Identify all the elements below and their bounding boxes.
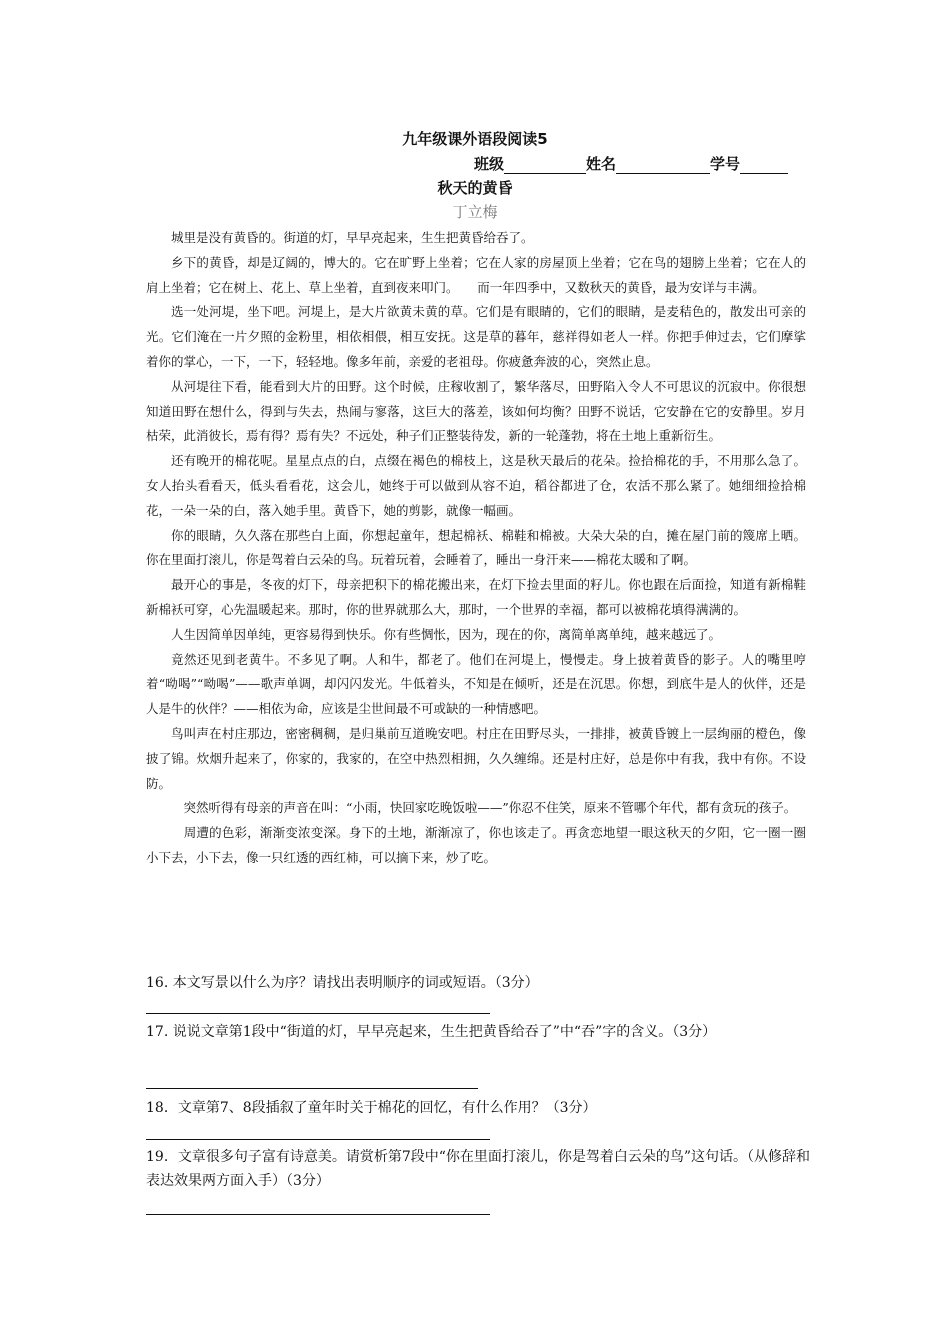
id-label: 学号 [710,155,741,173]
student-info-line [474,153,788,174]
name-blank[interactable] [616,157,710,174]
answer-line-19[interactable] [146,1214,490,1215]
question-16: 16. 本文写景以什么为序？请找出表明顺序的词或短语。（3分） [146,975,539,991]
paragraph: 最开心的事是，冬夜的灯下，母亲把积下的棉花搬出来，在灯下捡去里面的籽儿。你也跟在后面捡，知道有新棉鞋新棉袄可穿，心先温暖起来。那时，你的世界就那么大，那时，一个世界的幸福，都可以被棉花填得满满的。 [146,577,806,617]
paragraph: 选一处河堤，坐下吧。河堤上，是大片欲黄未黄的草。它们是有眼睛的，它们的眼睛，是麦秸色的，散发出可亲的光。它们淹在一片夕照的金粉里，相依相偎，相互安抚。这是草的暮年，慈祥得如老人一样。你把手伸过去，它们摩挲着你的掌心，一下，一下，轻轻地。像多年前，亲爱的老祖母。你疲惫奔波的心，突然止息。 [146,304,806,369]
answer-line-16[interactable] [146,1013,490,1014]
id-blank[interactable] [740,157,788,174]
class-blank[interactable] [504,157,586,174]
question-17: 17. 说说文章第1段中“街道的灯，早早亮起来，生生把黄昏给吞了”中“吞”字的含义。（3分） [146,1024,717,1040]
question-18: 18．文章第7、8段插叙了童年时关于棉花的回忆，有什么作用？（3分） [146,1100,597,1116]
paragraph: 周遭的色彩，渐渐变浓变深。身下的土地，渐渐凉了，你也该走了。再贪恋地望一眼这秋天的夕阳，它一圈一圈小下去，小下去，像一只红透的西红柿，可以摘下来，炒了吃。 [146,825,806,865]
paragraph: 城里是没有黄昏的。街道的灯，早早亮起来，生生把黄昏给吞了。 [171,230,534,245]
paragraph: 鸟叫声在村庄那边，密密稠稠，是归巢前互道晚安吧。村庄在田野尽头，一排排，被黄昏镀上一层绚丽的橙色，像披了锦。炊烟升起来了，你家的，我家的，在空中热烈相拥，久久缠绵。还是村庄好，总是你中有我，我中有你。不设防。 [146,725,806,791]
question-19: 19．文章很多句子富有诗意美。请赏析第7段中“你在里面打滚儿，你是驾着白云朵的鸟”这句话。（从修辞和表达效果两方面入手）（3分） [146,1149,811,1189]
paragraph: 还有晚开的棉花呢。星星点点的白，点缀在褐色的棉枝上，这是秋天最后的花朵。捡拾棉花的手，不用那么急了。女人抬头看看天，低头看看花，这会儿，她终于可以做到从容不迫，稻谷都进了仓，农活不那么紧了。她细细捡拾棉花，一朵一朵的白，落入她手里。黄昏下，她的剪影，就像一幅画。 [146,453,806,518]
paragraph: 从河堤往下看，能看到大片的田野。这个时候，庄稼收割了，繁华落尽，田野陷入令人不可思议的沉寂中。你很想知道田野在想什么，得到与失去，热闹与寥落，这巨大的落差，该如何均衡？田野不说话，它安静在它的安静里。岁月枯荣，此消彼长，焉有得？焉有失？不远处，种子们正整装待发，新的一轮蓬勃，将在土地上重新衍生。 [146,378,806,444]
class-label: 班级 [474,155,505,173]
article-body [146,226,806,871]
article-title: 秋天的黄昏 [437,179,513,197]
paragraph: 乡下的黄昏，却是辽阔的，博大的。它在旷野上坐着；它在人家的房屋顶上坐着；它在鸟的翅膀上坐着；它在人的肩上坐着；它在树上、花上、草上坐着，直到夜来叩门。 而一年四季中，又数秋天的黄昏，最为安详与丰满。 [146,254,806,295]
paragraph: 竟然还见到老黄牛。不多见了啊。人和牛，都老了。他们在河堤上，慢慢走。身上披着黄昏的影子。人的嘴里哼着“呦喝”“呦喝”——歌声单调，却闪闪发光。牛低着头，不知是在倾听，还是在沉思。你想，到底牛是人的伙伴，还是人是牛的伙伴？——相依为命，应该是尘世间最不可或缺的一种情感吧。 [146,651,806,717]
name-label: 姓名 [586,155,617,173]
paragraph: 突然听得有母亲的声音在叫：“小雨，快回家吃晚饭啦——”你忍不住笑，原来不管哪个年代，都有贪玩的孩子。 [171,800,797,816]
paragraph: 你的眼睛，久久落在那些白上面，你想起童年，想起棉袄、棉鞋和棉被。大朵大朵的白，摊在屋门前的篾席上晒。你在里面打滚儿，你是驾着白云朵的鸟。玩着玩着，会睡着了，睡出一身汗来——棉花太暖和了啊。 [146,527,806,568]
article-author: 丁立梅 [452,203,498,221]
answer-line-17[interactable] [146,1088,478,1089]
paragraph: 人生因简单因单纯，更容易得到快乐。你有些惆怅，因为，现在的你，离简单离单纯，越来越远了。 [171,626,722,642]
answer-line-18[interactable] [146,1139,490,1140]
worksheet-title: 九年级课外语段阅读5 [402,130,548,148]
